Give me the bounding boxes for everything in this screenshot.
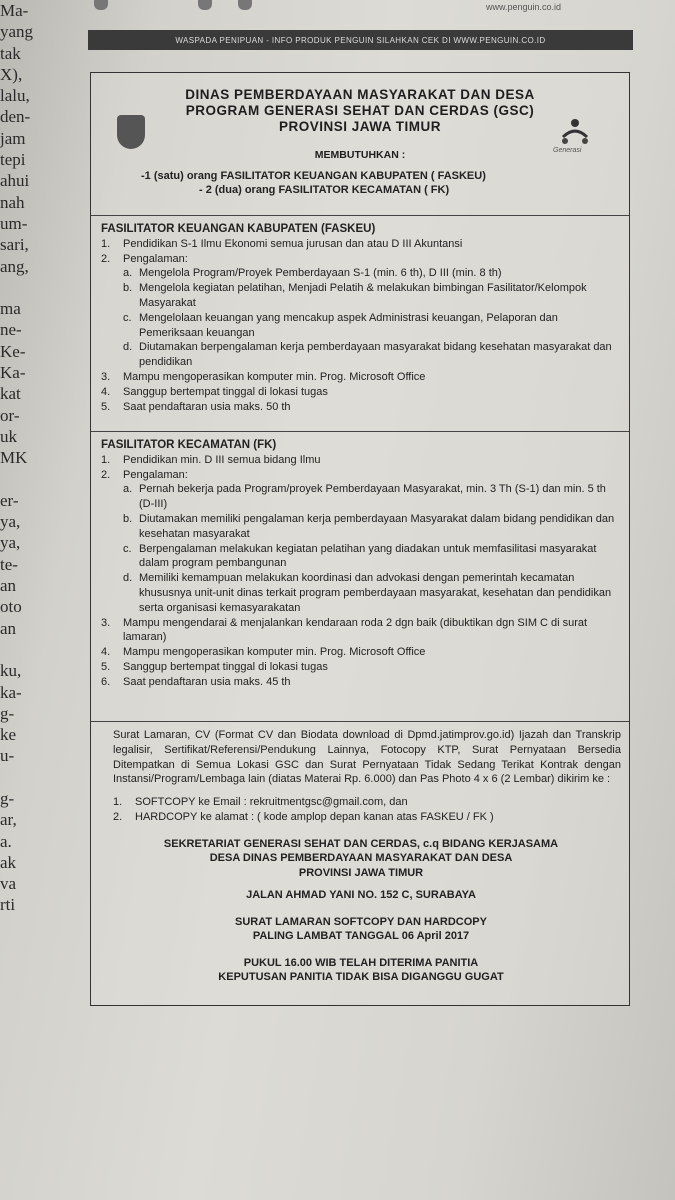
- column-fragment: ma: [0, 299, 21, 319]
- column-fragment: jam: [0, 128, 26, 148]
- column-fragment: er-: [0, 490, 19, 510]
- list-item: 2. Pengalaman:: [101, 468, 188, 481]
- header-line: PROGRAM GENERASI SEHAT DAN CERDAS (GSC): [185, 103, 535, 118]
- apply-intro: Surat Lamaran, CV (Format CV dan Biodata download di Dpmd.jatimprov.go.id) Ijazah dan Transkrip legalisir, Sertifikat/Referensi/Pendukung Lainnya, Fotocopy KTP, Surat Pernyataan Bersedia Ditempatkan di Semua Lokasi GSC dan Surat Pernyataan Tidak Sedang Terikat Kontrak dengan Instansi/Program/Lembaga lain (diatas Materai Rp. 6.000) dan Pas Photo 4 x 6 (2 Lembar) dikirim ke :: [113, 729, 621, 786]
- deadline-block: [101, 915, 621, 944]
- position-item: -1 (satu) orang FASILITATOR KEUANGAN KABUPATEN ( FASKEU): [141, 170, 486, 182]
- final-line: PUKUL 16.00 WIB TELAH DITERIMA PANITIA: [243, 956, 479, 969]
- list-item: b. Diutamakan memiliki pengalaman kerja pemberdayaan Masyarakat dalam bidang pendidikan dan kesehatan masyarakat: [123, 512, 615, 540]
- column-fragment: tepi: [0, 150, 26, 170]
- column-fragment: um-: [0, 213, 28, 233]
- column-fragment: u-: [0, 746, 15, 766]
- column-fragment: g-: [0, 788, 15, 808]
- column-fragment: [0, 639, 50, 660]
- list-item: c. Mengelolaan keuangan yang mencakup aspek Administrasi keuangan, Pelaporan dan Pemeriksaan keuangan: [123, 311, 558, 339]
- list-item: 6. Saat pendaftaran usia maks. 45 th: [101, 675, 291, 688]
- list-item: d. Memiliki kemampuan melakukan koordinasi dan advokasi dengan pemerintah kecamatan khususnya unit-unit dinas terkait program pemberdayaan masyarakat, kesehatan dan pendidikan serta organisasi kemasyarakatan: [123, 572, 612, 614]
- header-line: PROVINSI JAWA TIMUR: [278, 119, 441, 134]
- column-fragment: ke: [0, 725, 17, 745]
- list-item: 5. Sanggup bertempat tinggal di lokasi tugas: [101, 660, 328, 673]
- address-line: JALAN AHMAD YANI NO. 152 C, SURABAYA: [246, 889, 476, 902]
- column-fragment: X),: [0, 64, 23, 84]
- gsc-logo-text: Generasi: [553, 147, 582, 154]
- faskeu-section: [91, 215, 629, 414]
- column-fragment: [0, 469, 50, 490]
- deadline-line: PALING LAMBAT TANGGAL 06 April 2017: [252, 930, 470, 943]
- header-line: DINAS PEMBERDAYAAN MASYARAKAT DAN DESA: [185, 87, 535, 102]
- position-item: - 2 (dua) orang FASILITATOR KECAMATAN ( FK): [199, 184, 450, 196]
- list-item: a. Mengelola Program/Proyek Pemberdayaan S-1 (min. 6 th), D III (min. 8 th): [123, 267, 502, 280]
- column-fragment: oto: [0, 597, 22, 617]
- column-fragment: a.: [0, 831, 12, 851]
- list-item: 5. Saat pendaftaran usia maks. 50 th: [101, 400, 291, 413]
- ad-header: [91, 87, 629, 161]
- list-item: 4. Sanggup bertempat tinggal di lokasi tugas: [101, 385, 328, 398]
- list-item: 2. Pengalaman:: [101, 252, 188, 265]
- list-item: b. Mengelola kegiatan pelatihan, Menjadi Pelatih & melakukan bimbingan Fasilitator/Kelompok Masyarakat: [123, 282, 587, 309]
- warning-bar: WASPADA PENIPUAN - INFO PRODUK PENGUIN SILAHKAN CEK DI WWW.PENGUIN.CO.ID: [88, 30, 633, 50]
- list-item: c. Berpengalaman melakukan kegiatan pelatihan yang diadakan untuk memfasilitasi masyarakat dalam program pembangunan: [123, 542, 597, 570]
- column-fragment: uk: [0, 426, 17, 446]
- column-fragment: rti: [0, 895, 16, 915]
- section-title: FASILITATOR KECAMATAN (FK): [101, 439, 277, 451]
- column-fragment: [0, 277, 50, 298]
- column-fragment: ne-: [0, 320, 22, 340]
- column-fragment: an: [0, 576, 17, 596]
- column-fragment: Ka-: [0, 363, 26, 383]
- logo-mark-icon: [198, 0, 212, 10]
- column-fragment: MK: [0, 448, 28, 468]
- address-line: DESA DINAS PEMBERDAYAAN MASYARAKAT DAN DESA: [209, 852, 513, 865]
- delivery-list: [101, 795, 621, 825]
- column-fragment: ak: [0, 852, 17, 872]
- list-item: 1. Pendidikan min. D III semua bidang Ilmu: [101, 453, 321, 466]
- list-item: 4. Mampu mengoperasikan komputer min. Prog. Microsoft Office: [101, 646, 426, 659]
- job-advert: [90, 72, 630, 1006]
- top-advert-strip: [88, 0, 633, 30]
- column-fragment: Ke-: [0, 341, 26, 361]
- list-item: 1. SOFTCOPY ke Email : rekruitmentgsc@gmail.com, dan: [113, 796, 408, 809]
- column-fragment: tak: [0, 43, 21, 63]
- column-fragment: den-: [0, 107, 31, 127]
- list-item: a. Pernah bekerja pada Program/proyek Pemberdayaan Masyarakat, min. 3 Th (S-1) dan min. 5 th (D-III): [123, 483, 606, 511]
- column-fragment: ya,: [0, 512, 21, 532]
- column-fragment: or-: [0, 405, 20, 425]
- address-line: SEKRETARIAT GENERASI SEHAT DAN CERDAS, c.q BIDANG KERJASAMA: [163, 837, 559, 850]
- address-line: PROVINSI JAWA TIMUR: [298, 866, 424, 879]
- column-fragment: ku,: [0, 661, 22, 681]
- column-fragment: ang,: [0, 256, 29, 276]
- list-item: 3. Mampu mengoperasikan komputer min. Prog. Microsoft Office: [101, 370, 426, 383]
- left-column-text: [0, 0, 50, 916]
- column-fragment: kat: [0, 384, 21, 404]
- list-item: 1. Pendidikan S-1 Ilmu Ekonomi semua jurusan dan atau D III Akuntansi: [101, 237, 463, 250]
- column-fragment: ahui: [0, 171, 30, 191]
- column-fragment: te-: [0, 554, 18, 574]
- column-fragment: ya,: [0, 533, 21, 553]
- column-fragment: yang: [0, 22, 34, 42]
- list-item: 3. Mampu mengendarai & menjalankan kendaraan roda 2 dgn baik (dibuktikan dgn SIM C di surat lamaran): [101, 616, 588, 644]
- fk-section: [91, 431, 629, 690]
- column-fragment: g-: [0, 703, 15, 723]
- list-item: d. Diutamakan berpengalaman kerja pemberdayaan masyarakat bidang kesehatan masyarakat dan pendidikan: [123, 341, 612, 369]
- positions-list: [141, 169, 486, 197]
- column-fragment: Ma-: [0, 1, 29, 20]
- address-block: [101, 837, 621, 903]
- column-fragment: sari,: [0, 235, 29, 255]
- column-fragment: va: [0, 874, 17, 894]
- column-fragment: lalu,: [0, 86, 30, 106]
- final-block: [101, 956, 621, 985]
- top-url: www.penguin.co.id: [485, 2, 561, 12]
- apply-section: [91, 721, 629, 985]
- logo-mark-icon: [238, 0, 252, 10]
- column-fragment: ka-: [0, 682, 22, 702]
- logo-mark-icon: [94, 0, 108, 10]
- deadline-line: SURAT LAMARAN SOFTCOPY DAN HARDCOPY: [235, 915, 487, 928]
- requirement-list: [101, 453, 621, 690]
- final-line: KEPUTUSAN PANITIA TIDAK BISA DIGANGGU GUGAT: [218, 971, 504, 984]
- column-fragment: ar,: [0, 810, 17, 830]
- list-item: 2. HARDCOPY ke alamat : ( kode amplop depan kanan atas FASKEU / FK ): [113, 810, 494, 823]
- column-fragment: an: [0, 618, 17, 638]
- column-fragment: nah: [0, 192, 25, 212]
- column-fragment: [0, 767, 50, 788]
- needs-label: MEMBUTUHKAN :: [314, 149, 406, 161]
- requirement-list: [101, 237, 621, 415]
- section-title: FASILITATOR KEUANGAN KABUPATEN (FASKEU): [101, 223, 376, 235]
